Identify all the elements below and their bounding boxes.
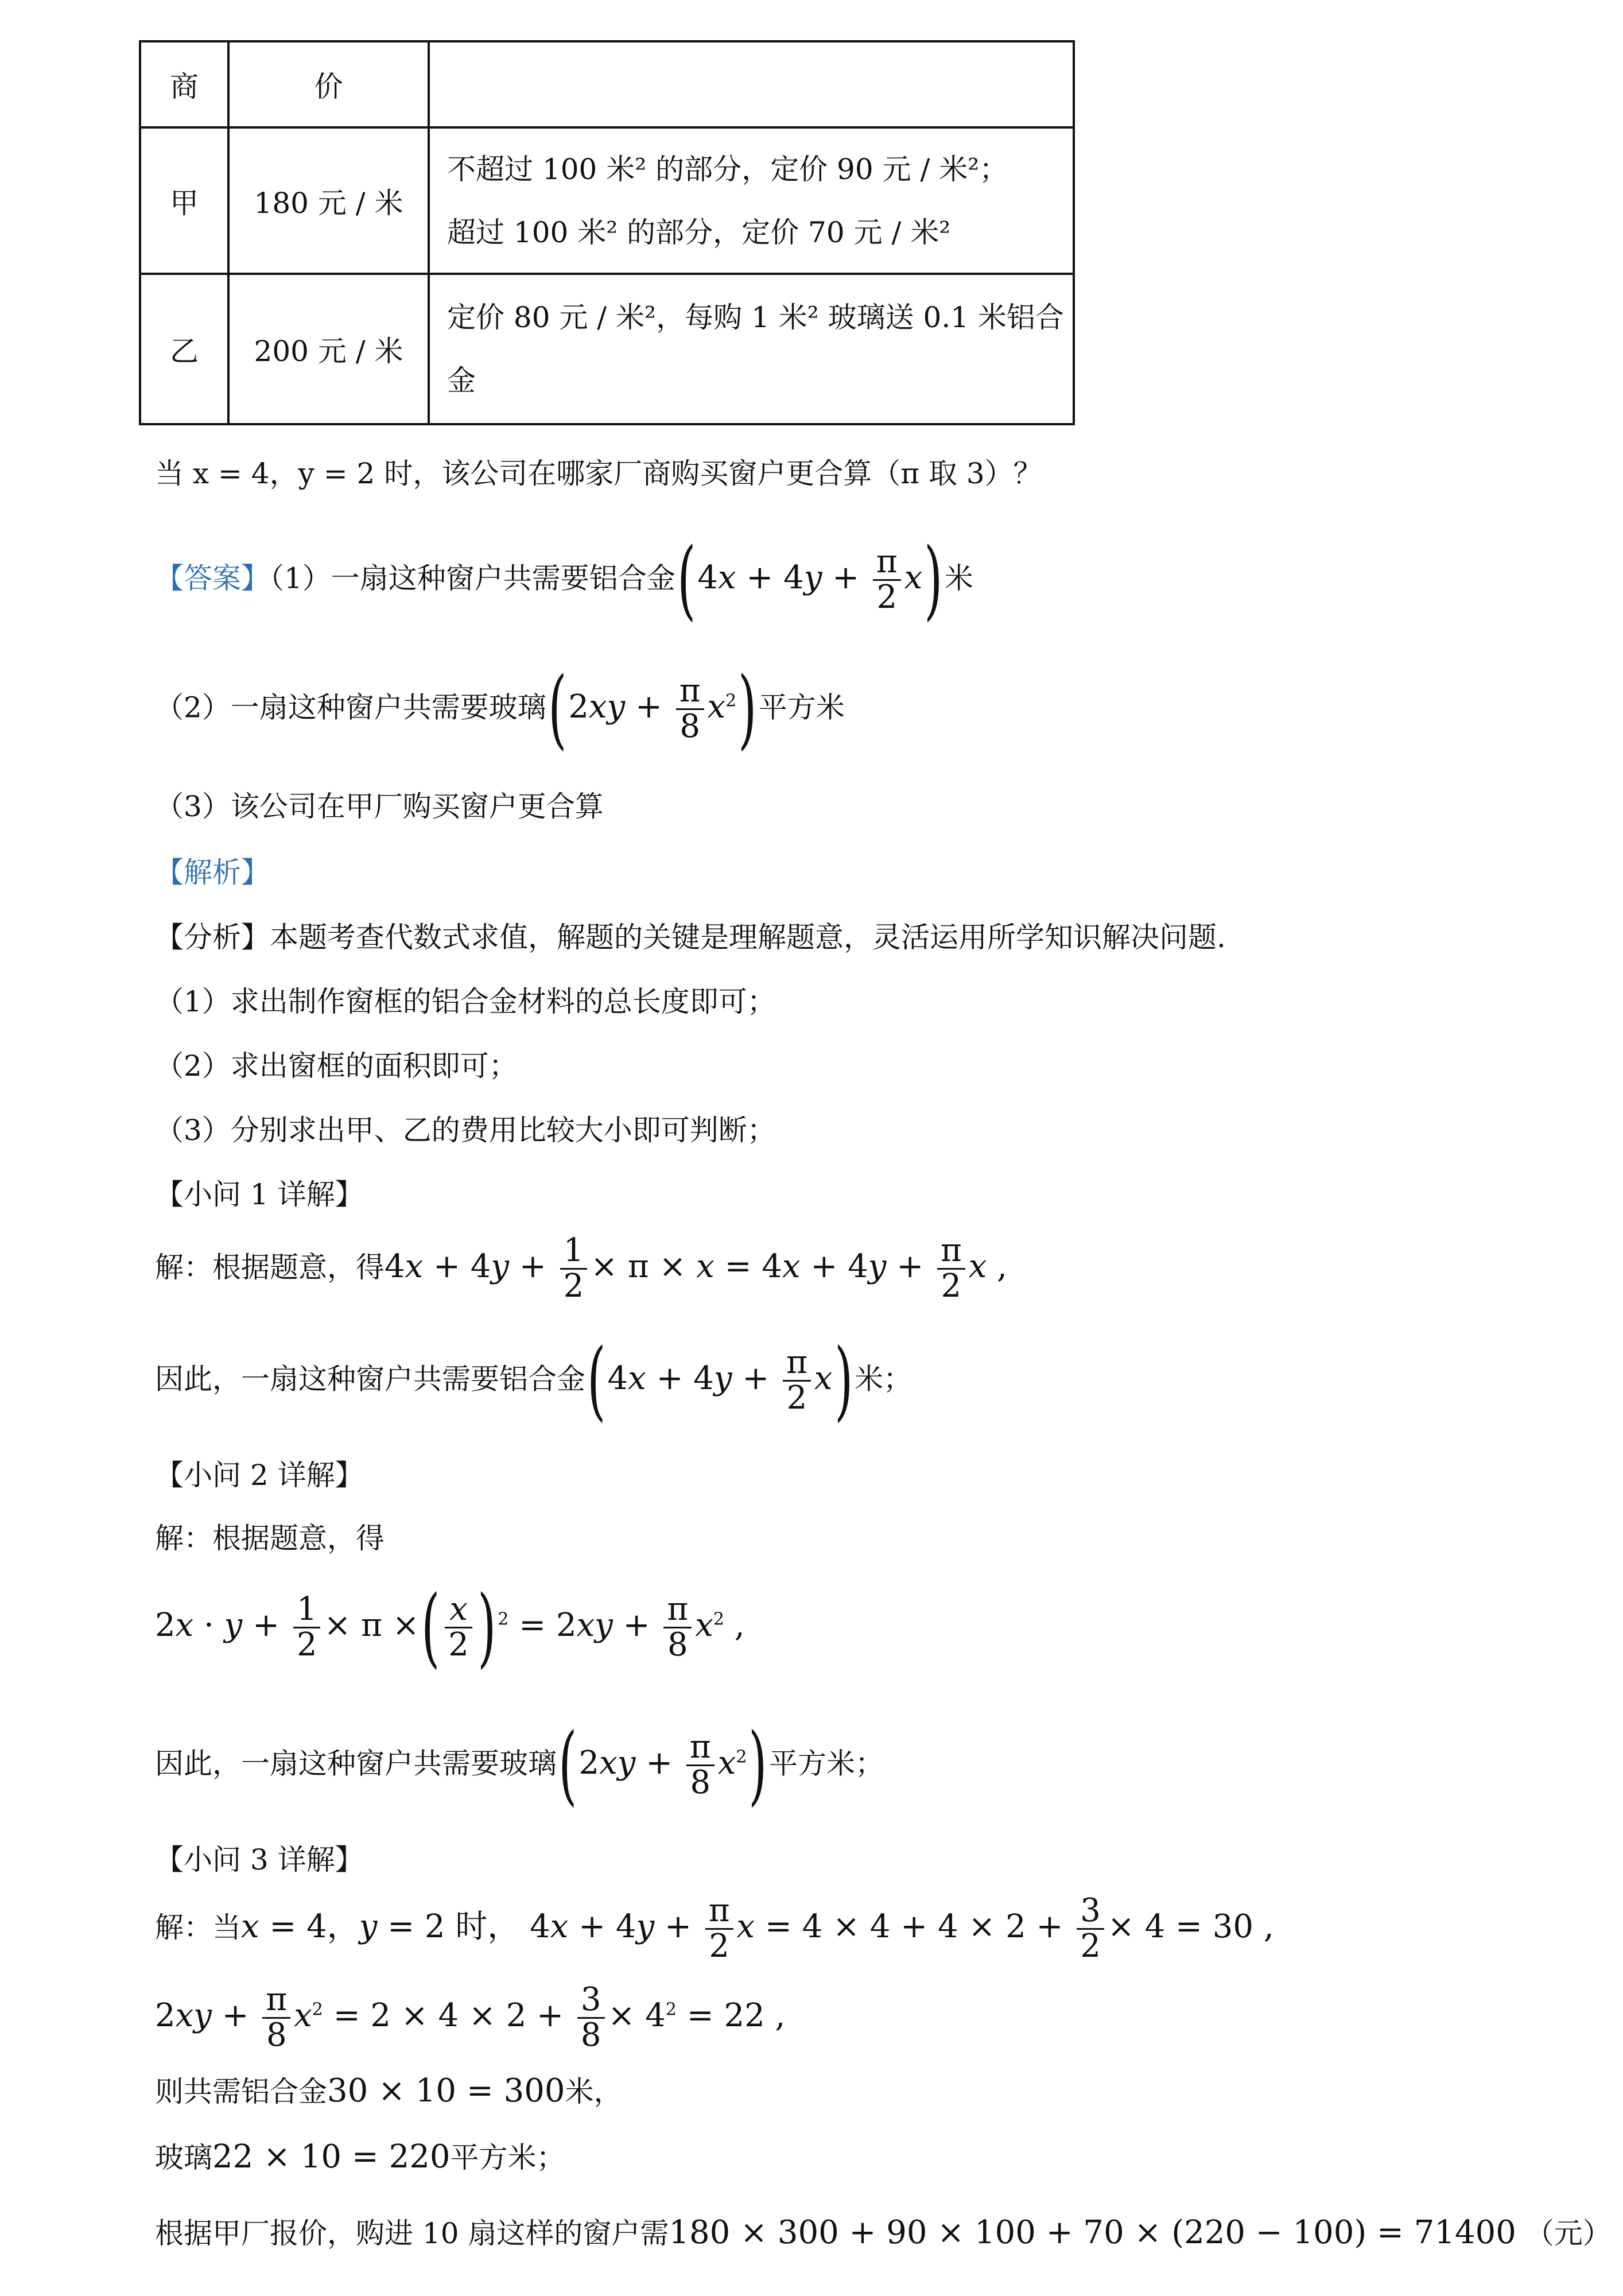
analysis-point-2: （2）求出窗框的面积即可；	[155, 1049, 518, 1083]
q3-glass-total: 玻璃22 × 10 = 220平方米；	[155, 2138, 565, 2175]
question-text: 当 x = 4，y = 2 时，该公司在哪家厂商购买窗户更合算（π 取 3）？	[155, 457, 1042, 490]
q3-glass-formula: 2xy + $\frac{\pi}{8}$ $x^2 = 2 \times 4 \times 2$ + $\frac{3}{8}$ × $4^2 = 22$ ,	[155, 1981, 786, 2054]
q3-vendor-suffix: （元）	[1525, 2217, 1612, 2250]
analysis-point-3: （3）分别求出甲、乙的费用比较大小即可判断；	[155, 1114, 776, 1147]
answer-3: （3）该公司在甲厂购买窗户更合算	[155, 790, 604, 823]
q2-conclusion-suffix: 平方米；	[768, 1747, 884, 1781]
answer-tag: 【答案】	[155, 561, 270, 595]
q3-aluminium-total: 则共需铝合金30 × 10 = 300米，	[155, 2072, 623, 2109]
glass-price-line: 不超过 100 米² 的部分，定价 90 元 / 米²；	[447, 152, 1008, 186]
answer-2-prefix: （2）一扇这种窗户共需要玻璃	[155, 691, 546, 724]
q1-solve-prefix: 解：根据题意，得	[155, 1250, 385, 1284]
unit-price-cell: 200 元 / 米	[228, 274, 429, 424]
q2-conclusion	[155, 1715, 884, 1815]
table-row	[140, 127, 1074, 274]
header-glass	[429, 41, 1074, 127]
header-vendor: 商	[140, 41, 228, 127]
answer-1-suffix: 米	[944, 561, 973, 595]
q1-conclusion	[155, 1331, 913, 1430]
q3-formula: x = 4，y = 2 时， 4x + 4y + $\frac{\pi}{2}$ x = 4 × 4 + 4 × 2 + $\frac{3}{2}$ × 4 = 30 ,	[241, 1892, 1274, 1965]
q3-solution	[155, 1894, 1274, 1964]
unit-price-cell: 180 元 / 米	[228, 127, 429, 274]
q3-title: 【小问 3 详解】	[155, 1843, 364, 1876]
vendor-cell: 乙	[140, 274, 228, 424]
header-price: 价	[228, 41, 429, 127]
answer-2-formula: (2xy + $\frac{\pi}{8}$ $x^2$)	[548, 659, 757, 759]
q3-glass-prefix: 玻璃	[155, 2141, 212, 2174]
table-header-row	[140, 41, 1074, 127]
glass-price-cell	[429, 274, 1074, 424]
answer-2-suffix: 平方米	[758, 691, 845, 724]
glass-price-line: 定价 80 元 / 米²，每购 1 米² 玻璃送 0.1 米铝合	[447, 301, 1064, 334]
q2-conclusion-formula: (2xy + $\frac{\pi}{8}$ $x^2$)	[558, 1715, 767, 1815]
q3-solve-prefix: 解：当	[155, 1910, 241, 1944]
q2-solve-prefix: 解：根据题意，得	[155, 1522, 385, 1555]
price-table	[139, 40, 1075, 425]
q2-formula: 2x · y + $\frac{1}{2}$ × π ×( $\frac{x}{2}$ ) $^2$ = 2xy + $\frac{\pi}{8}$ $x^2$ ,	[155, 1577, 745, 1677]
q2-title: 【小问 2 详解】	[155, 1459, 364, 1492]
q1-solution	[155, 1234, 1007, 1304]
analysis-point-1: （1）求出制作窗框的铝合金材料的总长度即可；	[155, 985, 776, 1018]
answer-1	[155, 530, 973, 630]
q3-vendor-prefix: 根据甲厂报价，购进 10 扇这样的窗户需	[155, 2217, 669, 2250]
q1-formula: 4x + 4y + $\frac{1}{2}$ × π × x = 4x + 4y + $\frac{\pi}{2}$ x ,	[385, 1232, 1007, 1305]
q3-glass-suffix: 平方米；	[450, 2141, 565, 2174]
q3-aluminium-prefix: 则共需铝合金	[155, 2075, 327, 2108]
q1-conclusion-prefix: 因此，一扇这种窗户共需要铝合金	[155, 1362, 585, 1396]
q3-vendor-cost: 根据甲厂报价，购进 10 扇这样的窗户需180 × 300 + 90 × 100 + 70 × (220 − 100) = 71400 （元）	[155, 2214, 1612, 2251]
q3-aluminium-suffix: 米，	[565, 2075, 623, 2108]
analysis-tag: 【解析】	[155, 856, 270, 889]
table-row	[140, 274, 1074, 424]
glass-price-line: 超过 100 米² 的部分，定价 70 元 / 米²	[447, 215, 951, 249]
answer-1-prefix: （1）一扇这种窗户共需要铝合金	[270, 561, 675, 595]
glass-price-line: 金	[447, 364, 476, 397]
q1-conclusion-formula: (4x + 4y + $\frac{\pi}{2}$ x)	[587, 1331, 853, 1430]
vendor-cell: 甲	[140, 127, 228, 274]
q1-conclusion-suffix: 米；	[855, 1362, 913, 1396]
answer-2	[155, 659, 845, 759]
q1-title: 【小问 1 详解】	[155, 1178, 364, 1211]
glass-price-cell	[429, 127, 1074, 274]
q2-conclusion-prefix: 因此，一扇这种窗户共需要玻璃	[155, 1747, 557, 1781]
answer-1-formula: (4x + 4y + $\frac{\pi}{2}$ x)	[677, 530, 943, 630]
analysis-intro: 【分析】本题考查代数式求值，解题的关键是理解题意，灵活运用所学知识解决问题.	[155, 921, 1226, 954]
